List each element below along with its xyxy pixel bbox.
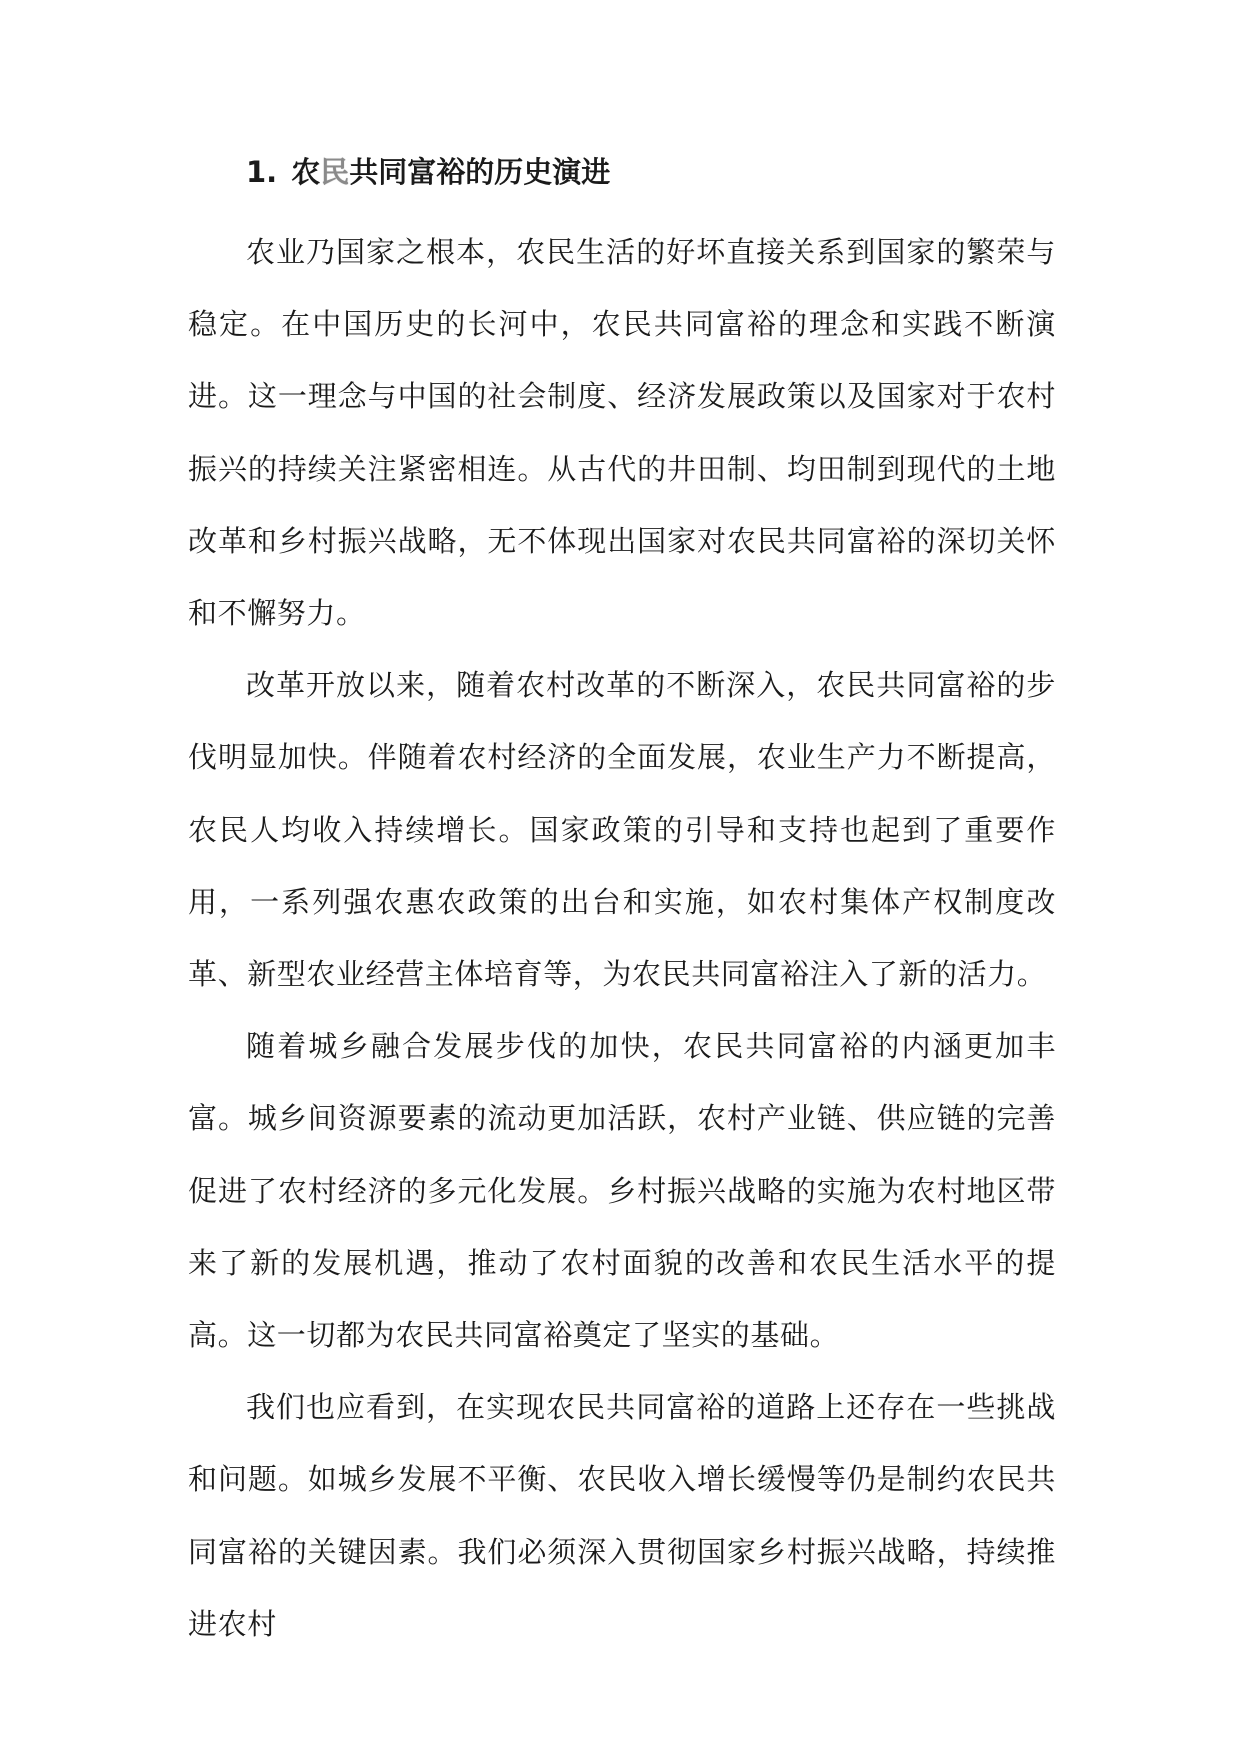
paragraph-2: 改革开放以来，随着农村改革的不断深入，农民共同富裕的步伐明显加快。伴随着农村经济的全面发展，农业生产力不断提高，农民人均收入持续增长。国家政策的引导和支持也起到了重要作用，一系列强农惠农政策的出台和实施，如农村集体产权制度改革、新型农业经营主体培育等，为农民共同富裕注入了新的活力。 [188, 668, 1056, 992]
section-heading [246, 150, 610, 194]
heading-number: 1. [246, 155, 278, 189]
paragraph-4: 我们也应看到，在实现农民共同富裕的道路上还存在一些挑战和问题。如城乡发展不平衡、农民收入增长缓慢等仍是制约农民共同富裕的关键因素。我们必须深入贯彻国家乡村振兴战略，持续推进农村 [188, 1390, 1056, 1641]
paragraph-3: 随着城乡融合发展步伐的加快，农民共同富裕的内涵更加丰富。城乡间资源要素的流动更加活跃，农村产业链、供应链的完善促进了农村经济的多元化发展。乡村振兴战略的实施为农村地区带来了新的发展机遇，推动了农村面貌的改善和农民生活水平的提高。这一切都为农民共同富裕奠定了坚实的基础。 [188, 1029, 1056, 1353]
body-text [188, 216, 1056, 1660]
heading-text-rest: 共同富裕的历史演进 [349, 155, 611, 189]
heading-text-start: 农 [291, 155, 321, 189]
paragraph-1: 农业乃国家之根本，农民生活的好坏直接关系到国家的繁荣与稳定。在中国历史的长河中，农民共同富裕的理念和实践不断演进。这一理念与中国的社会制度、经济发展政策以及国家对于农村振兴的持续关注紧密相连。从古代的井田制、均田制到现代的土地改革和乡村振兴战略，无不体现出国家对农民共同富裕的深切关怀和不懈努力。 [188, 235, 1056, 631]
heading-highlighted-char: 民 [320, 155, 350, 189]
